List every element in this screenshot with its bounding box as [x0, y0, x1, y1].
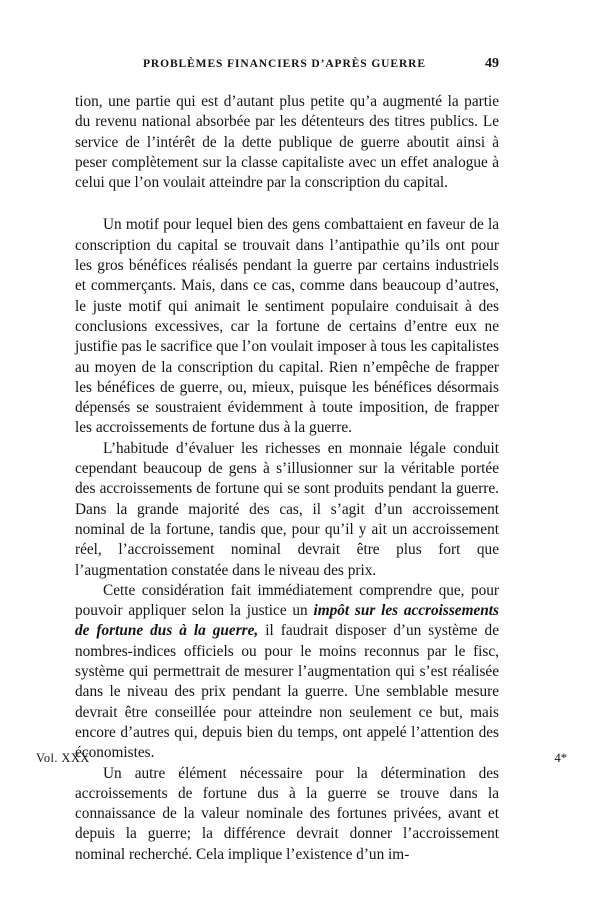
paragraph: Un motif pour lequel bien des gens combattaient en faveur de la conscription du capital se trouvait dans l’antipathie qu’ils ont pour les gros bénéfices réalisés pendant la guerre par certains industriels et commerçants. Mais, dans ce cas, comme dans beaucoup d’autres, le juste motif qui animait le sentiment populaire conduisait à des conclusions excessives, car la fortune de certains d’entre eux ne justifie pas le sacrifice que l’on voulait imposer à tous les capitalistes au moyen de la conscription du capital. Rien n’empêche de frapper les bénéfices de guerre, ou, mieux, puisque les bénéfices désormais dépensés se soustraient évidemment à toute imposition, de frapper les accroissements de fortune dus à la guerre. — [75, 216, 499, 437]
paragraph-text: il faudrait disposer d’un système de nombres-indices officiels ou pour le moins reconnus par le fisc, système qui permettrait de mesurer l’augmentation qui s’est réalisée dans le niveau des prix pendant la guerre. Une semblable mesure devrait être conseillée pour atteindre non seulement ce but, mais encore d’autres qui, depuis bien du temps, ont appelé l’attention des économistes. — [75, 622, 499, 762]
running-title: PROBLÈMES FINANCIERS D’APRÈS GUERRE — [143, 58, 426, 70]
running-head — [75, 58, 499, 80]
signature-mark: 4* — [554, 751, 567, 765]
page-number: 49 — [485, 56, 499, 71]
book-page — [75, 58, 499, 865]
body-text — [75, 92, 499, 865]
paragraph-text: Cette considération fait immédiatement comprendre que, pour pouvoir appliquer selon la justice un — [75, 581, 499, 620]
paragraph: tion, une partie qui est d’autant plus petite qu’a augmenté la partie du revenu national absorbée par les détenteurs des titres publics. Le service de l’intérêt de la dette publique de guerre aboutit ainsi à peser complètement sur la classe capitaliste avec un effet analogue à celui que l’on voulait atteindre par la conscription du capital. — [75, 93, 499, 192]
volume-label: Vol. XXX — [36, 751, 90, 765]
page-footer — [36, 751, 567, 769]
emphasized-term: impôt sur les accroissements de fortune dus à la guerre, — [75, 602, 499, 640]
paragraph — [75, 581, 499, 764]
paragraph: Un autre élément nécessaire pour la détermination des accroissements de fortune dus à la guerre se trouve dans la connaissance de la valeur nominale des fortunes privées, avant et depuis la guerre; la différence devrait donner l’accroissement nominal recherché. Cela implique l’existence d’un im- — [75, 764, 499, 863]
paragraph: L’habitude d’évaluer les richesses en monnaie légale conduit cependant beaucoup de gens à s’illusionner sur la véritable portée des accroissements de fortune qui se sont produits pendant la guerre. Dans la grande majorité des cas, il s’agit d’un accroissement nominal de la fortune, tandis que, pour qu’il y ait un accroissement réel, l’accroissement nominal devrait être plus fort que l’augmentation constatée dans le niveau des prix. — [75, 439, 499, 579]
